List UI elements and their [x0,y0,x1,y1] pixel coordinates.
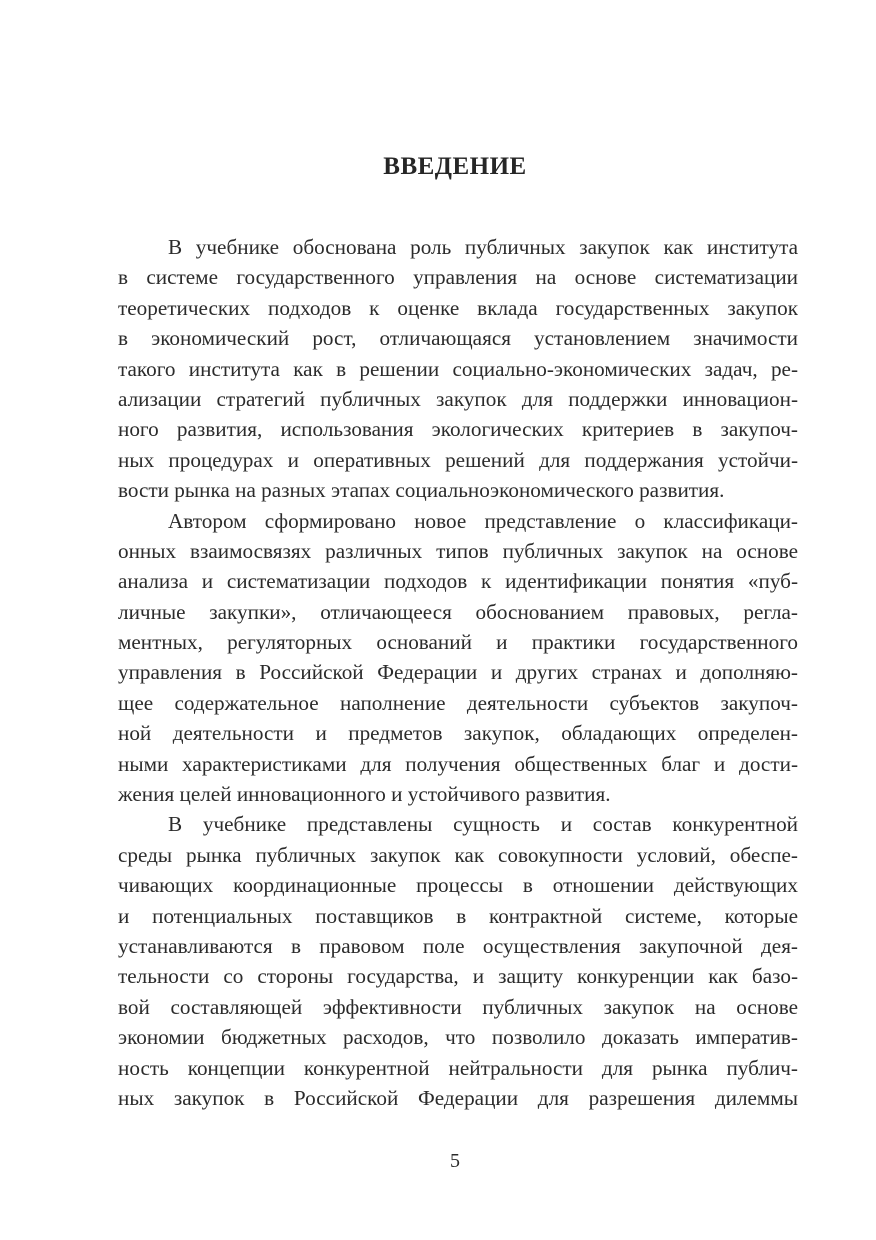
body-text [118,232,798,1113]
text-line: ных процедурах и оперативных решений для поддержания устойчи- [118,447,798,472]
paragraph-1 [118,232,798,506]
text-line: среды рынка публичных закупок как совокупности условий, обеспе- [118,842,798,867]
text-line: вости рынка на разных этапах социальноэкономического развития. [118,478,725,503]
text-line: чивающих координационные процессы в отношении действующих [118,873,798,898]
text-line: ных закупок в Российской Федерации для разрешения дилеммы [118,1085,798,1110]
text-line: такого института как в решении социально-экономических задач, ре- [118,356,798,381]
text-line: ментных, регуляторных оснований и практики государственного [118,630,798,655]
text-line: управления в Российской Федерации и других странах и дополняю- [118,660,798,685]
text-line: тельности со стороны государства, и защиту конкуренции как базо- [118,964,798,989]
text-line: жения целей инновационного и устойчивого развития. [118,782,611,807]
chapter-heading: ВВЕДЕНИЕ [383,153,527,180]
text-line: Автором сформировано новое представление о классификаци- [168,508,798,533]
text-line: экономии бюджетных расходов, что позволило доказать императив- [118,1025,798,1050]
page-number: 5 [450,1150,460,1172]
text-line: ализации стратегий публичных закупок для поддержки инновацион- [118,386,798,411]
text-line: и потенциальных поставщиков в контрактной системе, которые [118,903,798,928]
paragraph-2 [118,506,798,810]
text-line: ного развития, использования экологических критериев в закупоч- [118,417,798,442]
text-line: теоретических подходов к оценке вклада государственных закупок [118,295,798,320]
paragraph-3 [118,809,798,1113]
text-line: ность концепции конкурентной нейтральности для рынка публич- [118,1055,798,1080]
text-line: щее содержательное наполнение деятельности субъектов закупоч- [118,690,798,715]
text-line: анализа и систематизации подходов к идентификации понятия «пуб- [118,569,798,594]
text-line: личные закупки», отличающееся обоснованием правовых, регла- [118,599,798,624]
text-line: устанавливаются в правовом поле осуществления закупочной дея- [118,933,798,958]
text-line: вой составляющей эффективности публичных закупок на основе [118,994,798,1019]
text-line: ной деятельности и предметов закупок, обладающих определен- [118,721,798,746]
text-line: в экономический рост, отличающаяся установлением значимости [118,326,798,351]
text-line: в системе государственного управления на основе систематизации [118,265,798,290]
text-line: ными характеристиками для получения общественных благ и дости- [118,751,798,776]
text-line: В учебнике обоснована роль публичных закупок как института [168,235,798,259]
text-line: онных взаимосвязях различных типов публичных закупок на основе [118,538,798,563]
text-line: В учебнике представлены сущность и состав конкурентной [168,812,798,837]
